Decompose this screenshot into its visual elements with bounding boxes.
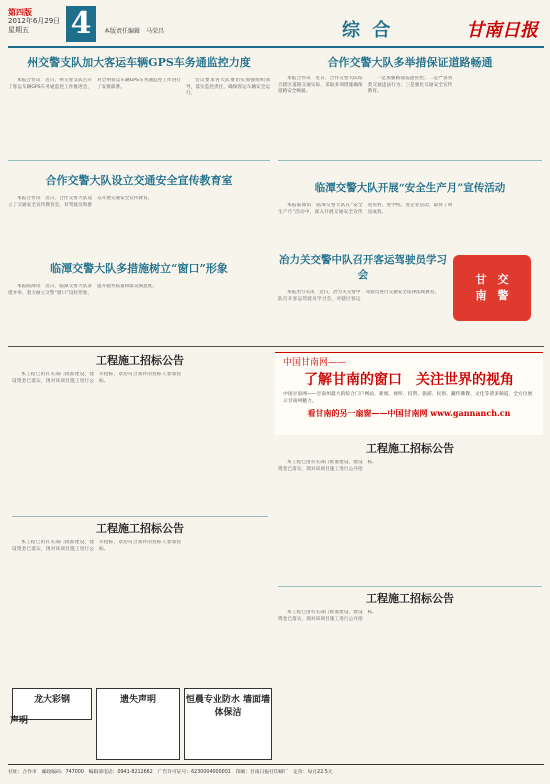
promo-headline: 了解甘南的窗口 关注世界的视角 [304,372,514,388]
ad-waterproofing [184,688,272,760]
article-yeliguan [278,246,448,342]
article-body: 本报冶力关讯 近日，冶力关交警中队召开客运驾驶员学习会，对辖区客运驾驶员进行交通安全法律法规教育。 [278,290,440,302]
ad-loss-notice [96,688,180,760]
notice-body: 本工程已由有关部门批准建设，建设资金已落实，现对该项目施工进行公开招标。 [278,460,377,472]
article-body: 本报合作讯 近日，合作交警大队设立了交通安全宣传教育室，对驾驶员和群众开展交通安全宣传教育。 [8,196,153,208]
divider [12,516,268,517]
masthead [8,6,544,48]
weekday: 星期五 [8,26,29,34]
notice-title: 工程施工招标公告 [96,354,184,367]
ad-title: 恒晨专业防水 墙面墙体保洁 [185,695,271,718]
notice-body: 本工程已由有关部门批准建设，建设资金已落实，现对该项目施工进行公开招标，欢迎符合条件的投标人参加投标。 [12,540,181,552]
edition-info [8,8,60,35]
article-body: 本报合作讯 近日，合作交警大队结合辖区道路交通实际，采取多项措施确保道路安全畅通。 一是加强路面巡逻管控；二是严查各类交通违法行为；三是强化交通安全宣传教育。 [278,76,453,94]
seal-line2: 南 警 [475,289,509,302]
tender-notice-2 [12,520,268,680]
article-window-image [8,252,270,342]
ad-title: 遗失声明 [119,695,156,705]
promo-kicker: 中国甘南网—— [283,358,347,368]
newspaper-logo: 甘南日报 [466,20,538,41]
seal-line1: 甘 交 [475,273,509,286]
divider [278,160,542,161]
article-body: 本报临潭讯 近日，临潭交警大队多措并举，着力树立交警“窗口”良好形象，提升服务质量和群众满意度。 [8,284,157,296]
section-divider [8,346,544,347]
article-body: 本报合作讯 近日，州交警支队召开了客运车辆GPS车务通监控工作推进会，对全州客运车辆GPS车务通监控工作进行了安排部署。 会议要求各大队要切实加强组织领导，落实监控责任，确保客运车辆安全运行。 [8,78,270,96]
article-title: 临潭交警大队多措施树立“窗口”形象 [50,262,228,275]
article-body: 本报临潭讯 临潭交警大队在“安全生产月”活动中，深入开展交通安全宣传进农村、进学校、进企业活动，取得了明显成效。 [278,203,453,215]
notice-title: 工程施工招标公告 [366,442,454,455]
article-title: 合作交警大队设立交通安全宣传教育室 [45,174,233,187]
notice-title: 工程施工招标公告 [366,592,454,605]
promo-url: 看甘南的另一扇窗——中国甘南网 www.gannanch.cn [307,408,511,418]
section-number: 4 [66,6,96,42]
notice-title: 工程施工招标公告 [96,522,184,535]
divider [8,160,270,161]
tender-notice-4 [278,590,542,758]
notice-body: 本工程已由有关部门批准建设，建设资金已落实，现对该项目施工进行公开招标。 [278,610,377,622]
tender-notice-3 [278,440,542,582]
article-education-room [8,166,270,246]
divider [278,586,542,587]
article-safety-month [278,164,542,242]
article-title: 冶力关交警中队召开客运驾驶员学习会 [279,254,447,281]
edition-label: 第四版 [8,8,32,17]
traffic-police-seal [453,255,531,321]
article-title: 州交警支队加大客运车辆GPS车务通监控力度 [27,56,251,69]
tender-notice-1 [12,352,268,512]
notice-body: 本工程已由有关部门批准建设，建设资金已落实，现对该项目施工进行公开招标，欢迎符合条件的投标人参加投标。 [12,372,181,384]
article-title: 合作交警大队多举措保证道路畅通 [327,56,493,69]
editors-line: 本版责任编辑 马荣昌 [104,28,165,35]
gannan-net-promo [275,352,543,435]
article-title: 临潭交警大队开展“安全生产月”宣传活动 [314,182,506,194]
article-hezuo-measures [278,54,542,154]
article-gps [8,54,270,159]
statement-label: 声明 [10,716,29,726]
section-title: 综 合 [342,20,394,41]
date: 2012年6月29日 [8,17,61,25]
page-footer: 社址：合作市 邮政编码：747000 编辑部电话：0941-8212662 广告许可证号：6230004000001 印刷：甘南日报社印刷厂 定价：每月22.5元 [8,764,544,775]
promo-body: 中国甘南网——甘南州最大的综合门户网站，新闻、视听、投资、旅游、民俗、藏传佛教、文化等诸多频道，全方位展示甘南州魅力。 [283,392,533,404]
ad-title: 龙大彩钢 [33,695,70,705]
